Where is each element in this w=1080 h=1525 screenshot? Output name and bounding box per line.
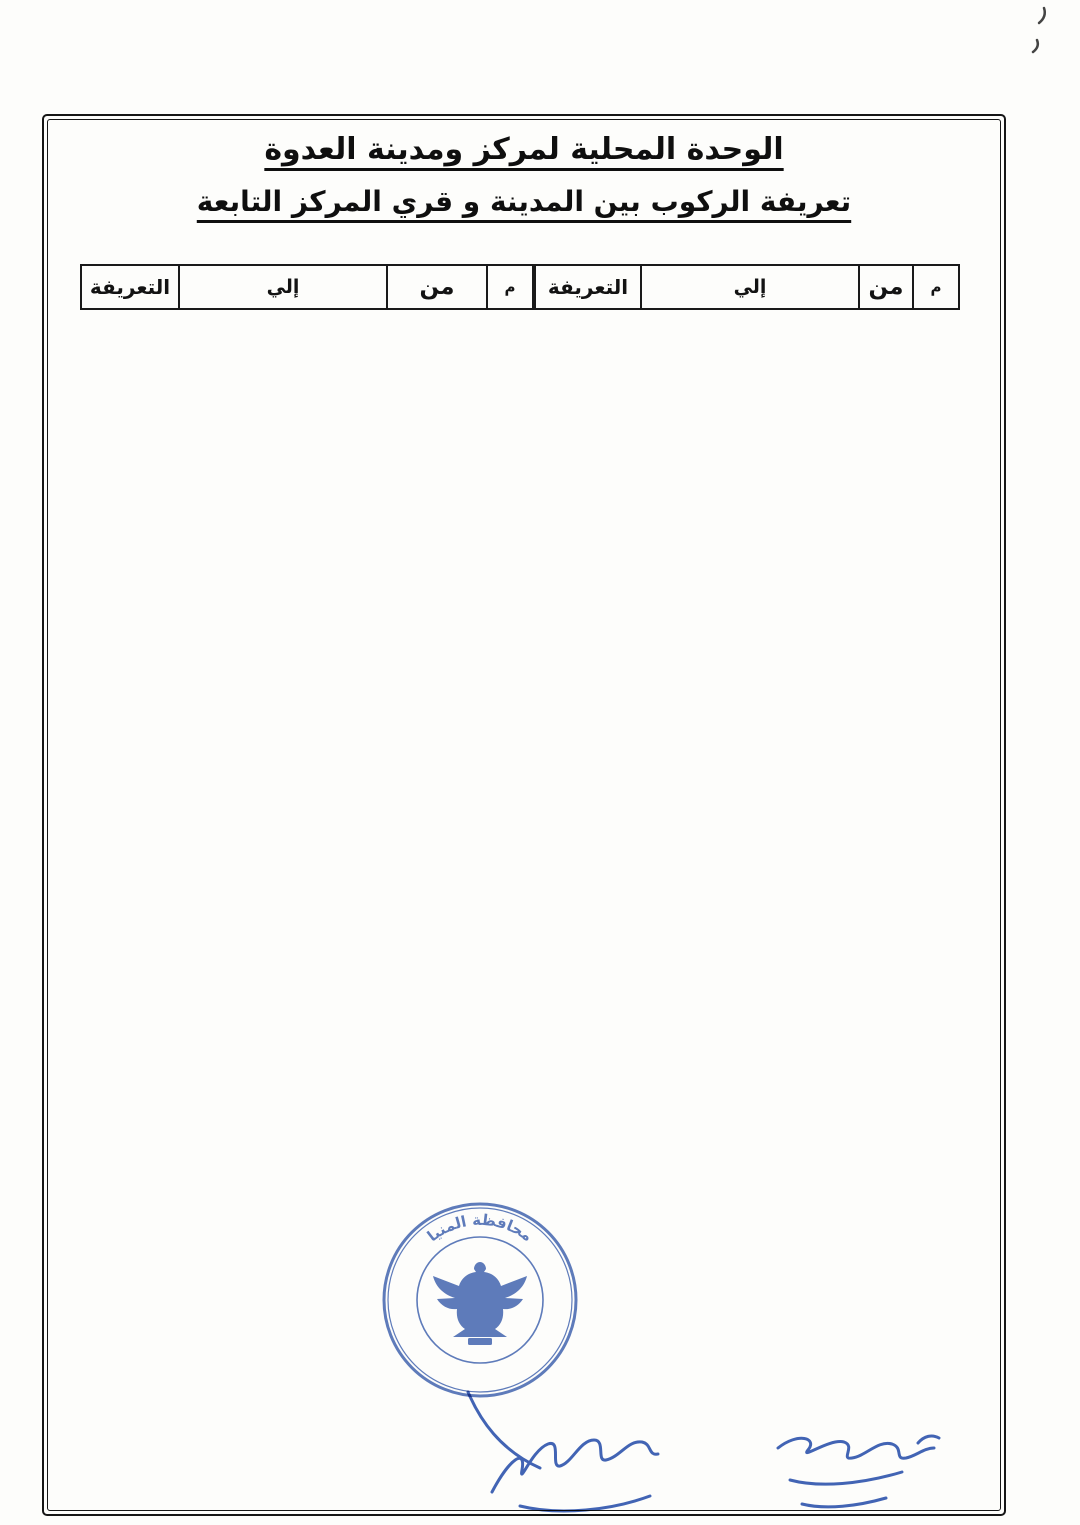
stamp-arc-text: محافظة المنيا bbox=[423, 1210, 537, 1246]
fare-table-right bbox=[534, 264, 960, 310]
header-from: من bbox=[387, 265, 487, 309]
header-fare: التعريفة bbox=[81, 265, 179, 309]
fare-table-left bbox=[80, 264, 534, 310]
header-from: من bbox=[859, 265, 913, 309]
document-titles bbox=[44, 132, 1004, 236]
page-title: الوحدة المحلية لمركز ومدينة العدوة bbox=[264, 132, 784, 167]
header-to: إلي bbox=[179, 265, 387, 309]
header-row bbox=[535, 265, 959, 309]
header-fare: التعريفة bbox=[535, 265, 641, 309]
scan-artifacts bbox=[1033, 8, 1045, 52]
page-subtitle: تعريفة الركوب بين المدينة و قري المركز التابعة bbox=[196, 185, 852, 218]
header-num: م bbox=[913, 265, 959, 309]
header-row bbox=[81, 265, 533, 309]
document-frame-inner-border bbox=[47, 119, 1001, 1511]
document-frame bbox=[42, 114, 1006, 1516]
fare-tables bbox=[80, 264, 960, 310]
header-num: م bbox=[487, 265, 533, 309]
header-to: إلي bbox=[641, 265, 859, 309]
